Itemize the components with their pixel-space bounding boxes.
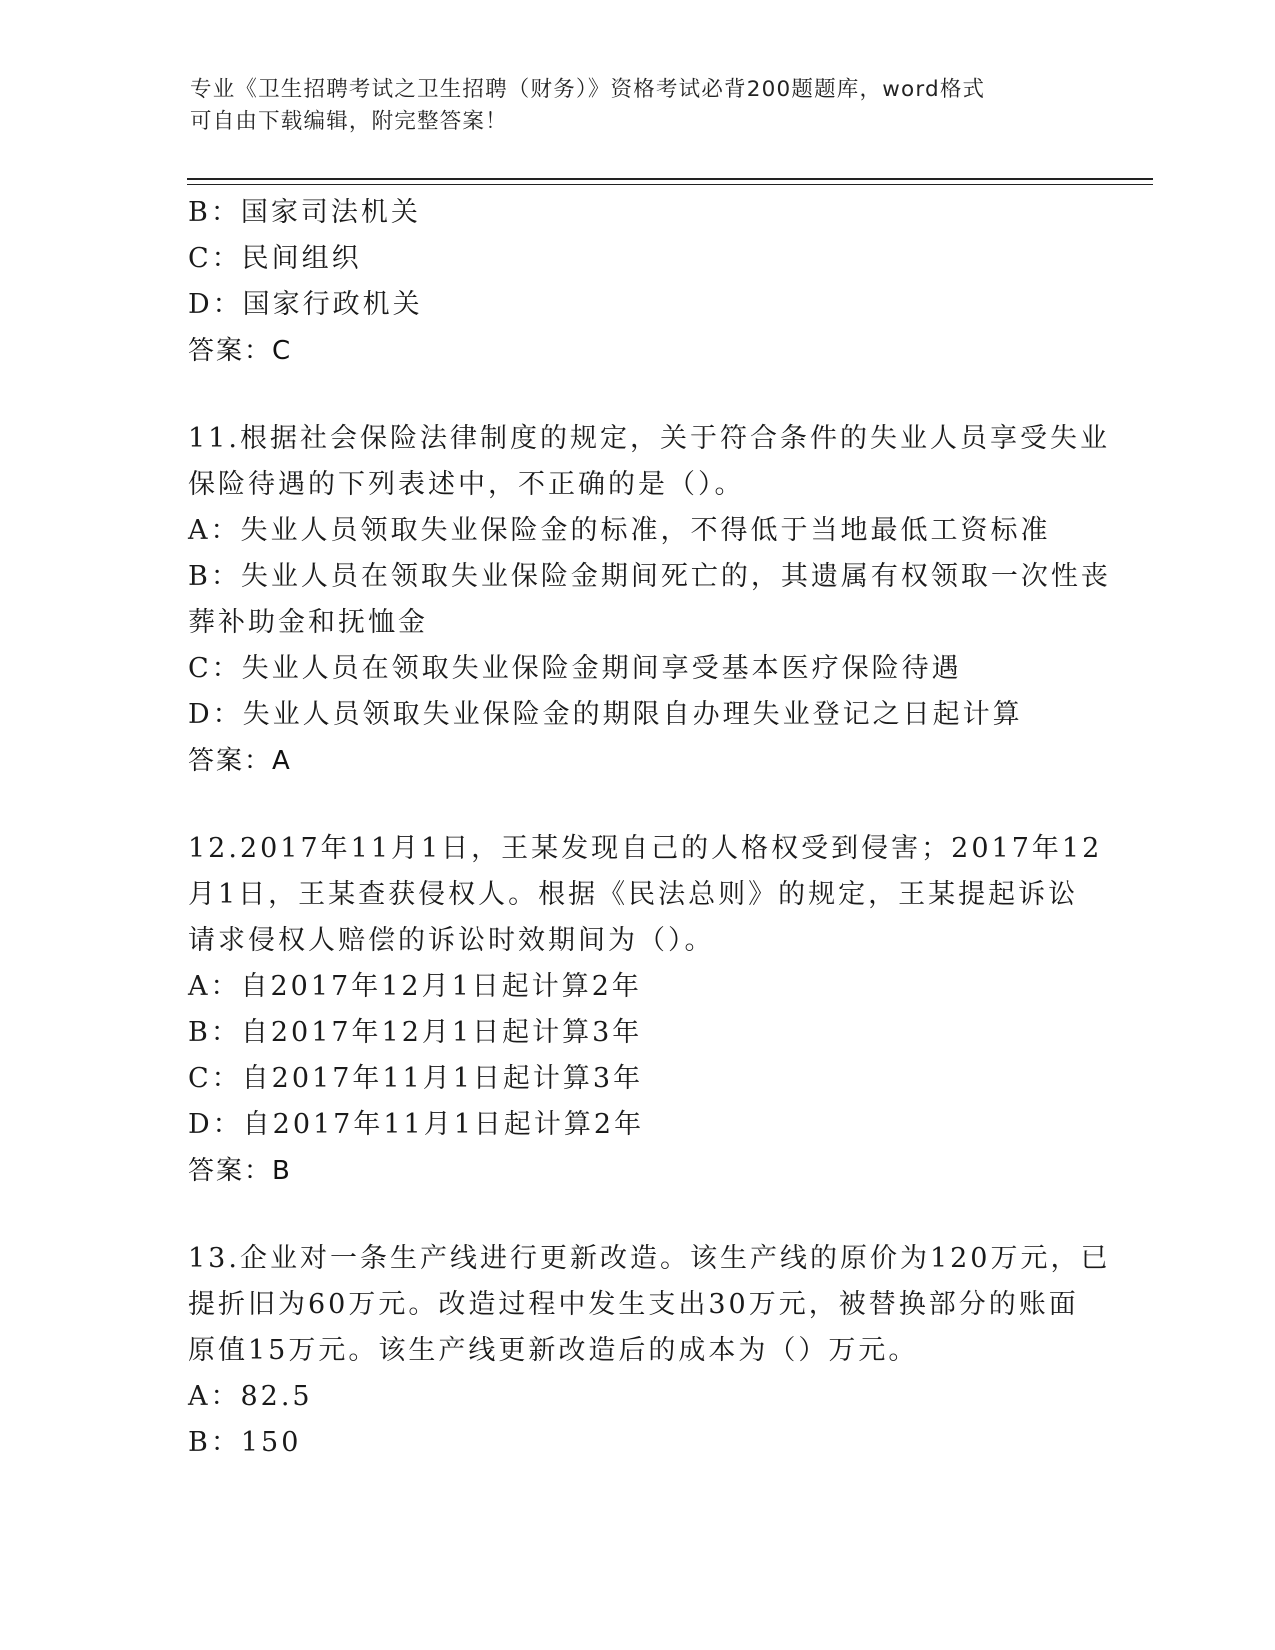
question-gap (188, 784, 1078, 826)
option-c: C：自2017年11月1日起计算3年 (188, 1063, 644, 1094)
question-stem-line: 保险待遇的下列表述中，不正确的是（）。 (188, 469, 745, 500)
option-c: C：民间组织 (188, 243, 362, 274)
option-c: C：失业人员在领取失业保险金期间享受基本医疗保险待遇 (188, 653, 962, 684)
answer-line: 答案：A (188, 746, 292, 776)
option-a: A：82.5 (188, 1381, 313, 1412)
answer-line: 答案：B (188, 1156, 292, 1186)
question-12 (188, 826, 1103, 1194)
header-title-line-1: 专业《卫生招聘考试之卫生招聘（财务）》资格考试必背200题题库，word格式 (190, 77, 986, 102)
option-b: B：失业人员在领取失业保险金期间死亡的，其遗属有权领取一次性丧 (188, 561, 1111, 592)
header-divider (187, 178, 1153, 185)
question-stem-line: 请求侵权人赔偿的诉讼时效期间为（）。 (188, 925, 715, 956)
option-b: B：国家司法机关 (188, 197, 421, 228)
option-b: B：150 (188, 1427, 302, 1458)
question-gap (188, 1194, 1078, 1236)
option-b-continued: 葬补助金和抚恤金 (188, 607, 428, 638)
question-10-continued (188, 190, 1078, 374)
option-d: D：失业人员领取失业保险金的期限自办理失业登记之日起计算 (188, 699, 1023, 730)
question-stem-line: 12.2017年11月1日，王某发现自己的人格权受到侵害；2017年12 (188, 833, 1103, 864)
answer-line: 答案：C (188, 336, 293, 366)
option-b: B：自2017年12月1日起计算3年 (188, 1017, 643, 1048)
question-stem-line: 13.企业对一条生产线进行更新改造。该生产线的原价为120万元，已 (188, 1243, 1111, 1274)
option-d: D：国家行政机关 (188, 289, 423, 320)
option-a: A：自2017年12月1日起计算2年 (188, 971, 642, 1002)
question-13 (188, 1236, 1111, 1466)
document-header (190, 74, 1090, 138)
option-d: D：自2017年11月1日起计算2年 (188, 1109, 645, 1140)
header-title-line-2: 可自由下载编辑，附完整答案！ (190, 109, 508, 134)
question-stem-line: 月1日，王某查获侵权人。根据《民法总则》的规定，王某提起诉讼 (188, 879, 1079, 910)
question-11 (188, 416, 1111, 784)
question-stem-line: 提折旧为60万元。改造过程中发生支出30万元，被替换部分的账面 (188, 1289, 1079, 1320)
question-stem-line: 原值15万元。该生产线更新改造后的成本为（）万元。 (188, 1335, 919, 1366)
question-stem-line: 11.根据社会保险法律制度的规定，关于符合条件的失业人员享受失业 (188, 423, 1110, 454)
option-a: A：失业人员领取失业保险金的标准，不得低于当地最低工资标准 (188, 515, 1051, 546)
question-gap (188, 374, 1078, 416)
question-list (188, 190, 1111, 1466)
